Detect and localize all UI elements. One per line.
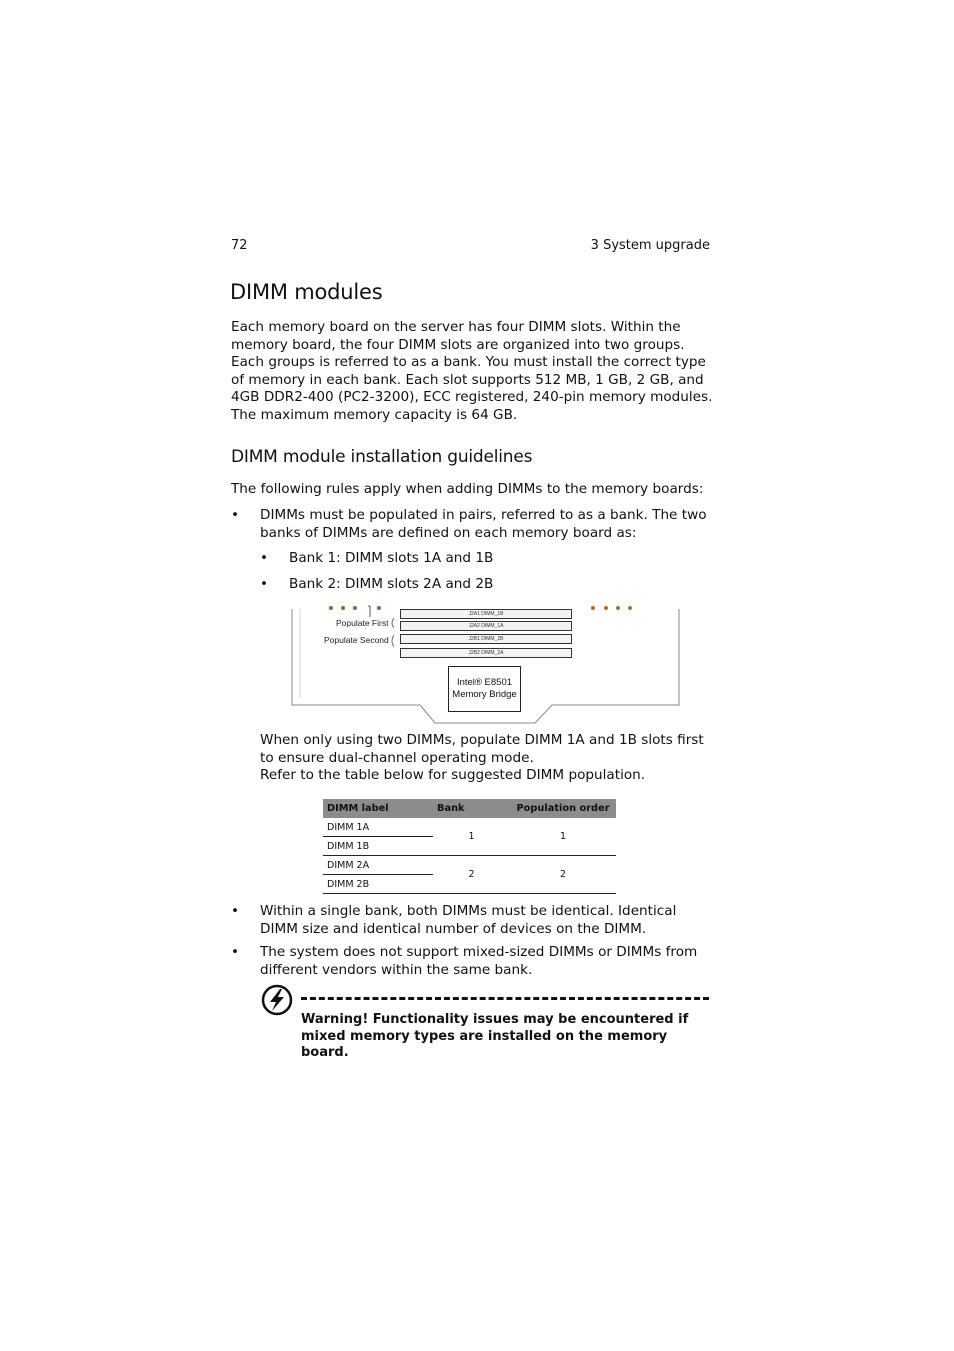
chip-label: Intel® E8501 [456,677,513,688]
section-title: DIMM modules [230,280,383,304]
memory-bridge-chip [448,666,521,712]
warning-divider [301,997,709,1000]
bullet-text: Bank 2: DIMM slots 2A and 2B [289,576,494,592]
rules-intro: The following rules apply when adding DIMMs to the memory boards: [231,481,704,497]
dimm-slot: J2A2 DIMM_1A [400,621,572,631]
warning-text: Warning! Functionality issues may be encountered if mixed memory types are installed on the memory board. [301,1012,689,1060]
page-number: 72 [231,238,248,253]
dimm-slot: J2B1 DIMM_2B [400,634,572,644]
dimm-label-cell: DIMM 2B [323,875,433,894]
subsection-title: DIMM module installation guidelines [231,447,533,467]
table-row [323,818,616,837]
populate-first-label: Populate First [336,618,389,628]
column-header: Population order [506,799,616,818]
dimm-label-cell: DIMM 1B [323,837,433,856]
warning-lightning-icon [261,984,293,1016]
population-note [260,732,720,785]
note-line: Refer to the table below for suggested DIMM population. [260,767,646,784]
bank-cell: 2 [433,856,506,894]
bullet-dot: • [260,550,269,566]
dimm-slot: J2B2 DIMM_2A [400,648,572,658]
intro-paragraph: Each memory board on the server has four DIMM slots. Within the memory board, the four DIMM slots are organized into two groups. Each groups is referred to as a bank. You must install the correct type of memory in each bank. Each slot supports 512 MB, 1 GB, 2 GB, and 4GB DDR2-400 (PC2-3200), ECC registered, 240-pin memory modules. The maximum memory capacity is 64 GB. [231,319,713,423]
order-cell: 2 [506,856,616,894]
column-header: DIMM label [323,799,433,818]
bullet-text: The system does not support mixed-sized DIMMs or DIMMs from different vendors within the same bank. [260,944,698,978]
table-row [323,856,616,875]
bullet-dot: • [231,944,240,960]
bullet-dot: • [231,903,240,919]
dimm-population-table [323,799,616,894]
table-header-row [323,799,616,818]
bullet-dot: • [260,576,269,592]
dimm-label-cell: DIMM 1A [323,818,433,837]
dimm-slot-diagram [290,590,682,725]
populate-second-label: Populate Second [324,635,389,645]
running-header: 3 System upgrade [590,238,710,253]
chip-label: Memory Bridge [452,689,517,700]
bullet-dot: • [231,507,240,523]
order-cell: 1 [506,818,616,856]
dimm-slot: J2A1 DIMM_1B [400,609,572,619]
bullet-text: Within a single bank, both DIMMs must be identical. Identical DIMM size and identical number of devices on the DIMM. [260,903,677,937]
bullet-text: DIMMs must be populated in pairs, referred to as a bank. The two banks of DIMMs are defined on each memory board as: [260,507,707,541]
bullet-text: Bank 1: DIMM slots 1A and 1B [289,550,494,566]
dimm-label-cell: DIMM 2A [323,856,433,875]
column-header: Bank [433,799,506,818]
note-line: When only using two DIMMs, populate DIMM 1A and 1B slots first to ensure dual-channel operating mode. [260,732,704,766]
bank-cell: 1 [433,818,506,856]
